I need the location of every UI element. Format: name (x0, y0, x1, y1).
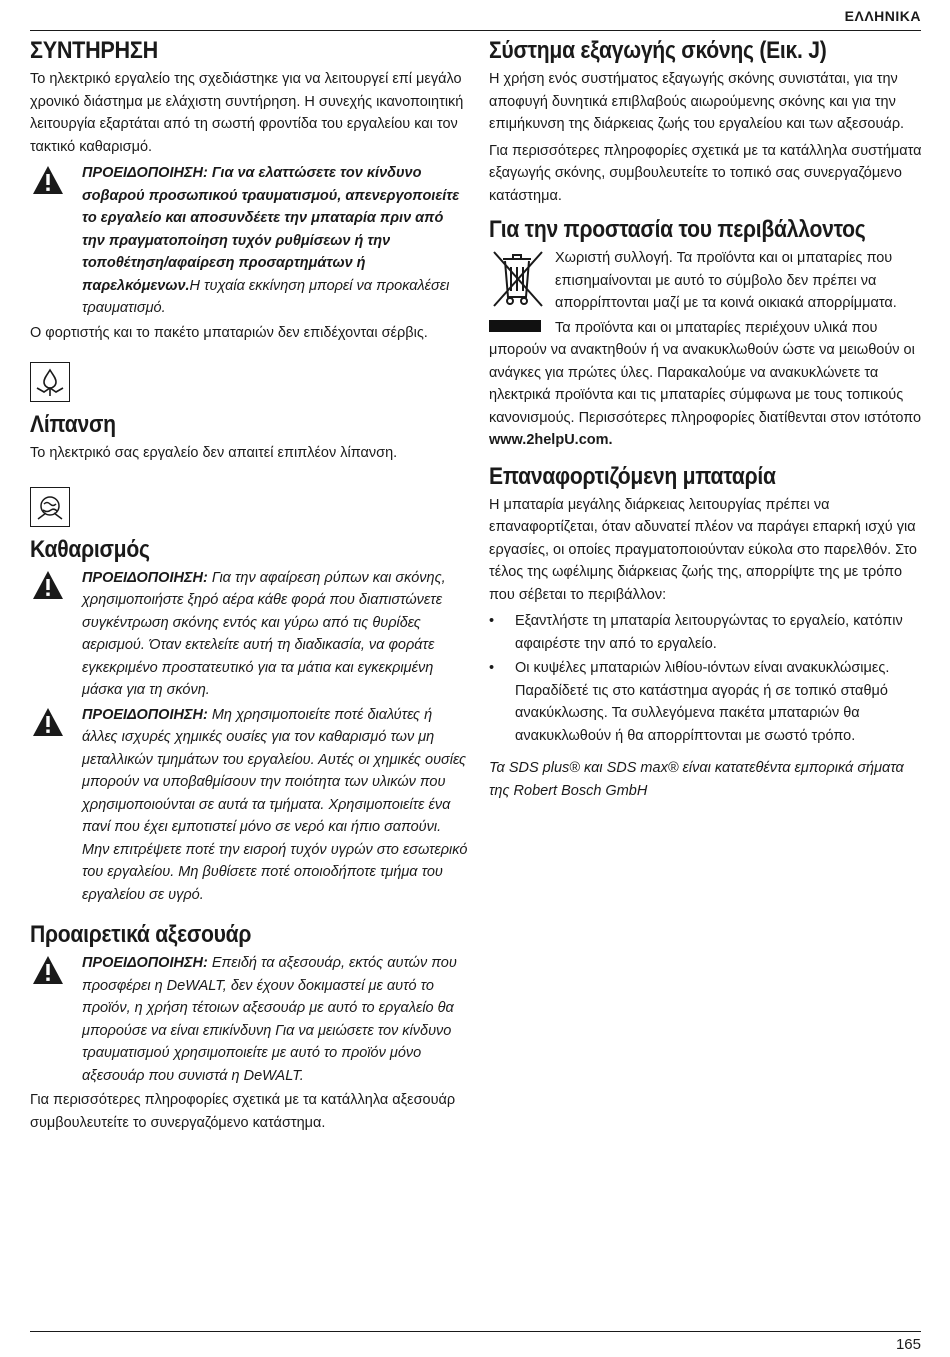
cleaning-warning-1-text: Για την αφαίρεση ρύπων και σκόνης, χρησιμοποιήστε ξηρό αέρα κάθε φορά που διαπιστώνετε συγκέντρωση σκόνης εντός και γύρω από τις θυρίδες αερισμού. Όταν εκτελείτε αυτή τη διαδικασία, να φοράτε εγκεκριμένο προστατευτικό για τα μάτια και εγκεκριμένη μάσκα για τη σκόνη. (82, 569, 446, 698)
dust-extraction-title: Σύστημα εξαγωγής σκόνης (Εικ. J) (489, 37, 827, 64)
left-column (30, 36, 470, 1134)
cleaning-warning-2-text: Μη χρησιμοποιείτε ποτέ διαλύτες ή άλλες ισχυρές χημικές ουσίες για τον καθαρισμό των μη μεταλλικών τμημάτων του εργαλείου. Αυτές οι χημικές ουσίες μπορούν να υποβαθμίσουν την ποιότητα των υλικών που χρησιμοποιούνται σε αυτά τα τμήματα. Χρησιμοποιείτε ένα πανί που έχει εμποτιστεί μόνο σε νερό και ήπιο σαπούνι. Μην επιτρέψετε ποτέ την εισροή τυχόν υγρών στο εσωτερικό του εργαλείου. Μη βυθίσετε ποτέ οποιοδήποτε τμήμα του εργαλείου σε υγρό. (82, 706, 468, 903)
header-rule (30, 30, 921, 31)
dust-extraction-p2: Για περισσότερες πληροφορίες σχετικά με τα κατάλληλα συστήματα εξαγωγής σκόνης, συμβουλευτείτε το τοπικό σας συνεργαζόμενο κατάστημα. (489, 142, 922, 204)
list-item: • Εξαντλήστε τη μπαταρία λειτουργώντας το εργαλείο, κατόπιν αφαιρέστε την από το εργαλείο. (489, 610, 923, 655)
battery-title: Επαναφορτιζόμενη μπαταρία (489, 462, 776, 490)
lubrication-symbol-icon (30, 362, 70, 402)
warning-triangle-icon (30, 162, 82, 200)
cleaning-warning-2 (30, 704, 470, 907)
battery-bullet-list (489, 610, 923, 747)
footer-rule (30, 1331, 921, 1332)
accessories-title: Προαιρετικά αξεσουάρ (30, 921, 252, 948)
accessories-warning (30, 952, 470, 1087)
list-item: • Οι κυψέλες μπαταριών λιθίου-ιόντων είναι ανακυκλώσιμες. Παραδίδετέ τις στο κατάστημα αγοράς ή σε τοπικό σταθμό ανακύκλωσης. Τα συλλεγόμενα πακέτα μπαταριών θα ανακυκλωθούν ή θα απορρίπτονται με σωστό τρόπο. (489, 657, 923, 747)
maintenance-note: Ο φορτιστής και το πακέτο μπαταριών δεν επιδέχονται σέρβις. (30, 324, 428, 341)
cleaning-symbol-icon (30, 487, 70, 527)
cleaning-warning-2-label: ΠΡΟΕΙΔΟΠΟΙΗΣΗ: (82, 706, 208, 723)
black-bar-symbol (489, 320, 541, 332)
cleaning-warning-1-label: ΠΡΟΕΙΔΟΠΟΙΗΣΗ: (82, 569, 208, 586)
accessories-warning-label: ΠΡΟΕΙΔΟΠΟΙΗΣΗ: (82, 955, 208, 971)
warning-triangle-icon (30, 567, 82, 605)
environment-p2 (489, 317, 923, 452)
lubrication-text: Το ηλεκτρικό σας εργαλείο δεν απαιτεί επιπλέον λίπανση. (30, 445, 398, 461)
maintenance-intro: Το ηλεκτρικό εργαλείο της σχεδιάστηκε για να λειτουργεί επί μεγάλο χρονικό διάστημα με ελάχιστη συντήρηση. Η συνεχής ικανοποιητική λειτουργία εξαρτάται από τη σωστή φροντίδα του εργαλείου και τον τακτικό καθαρισμό. (30, 71, 464, 155)
maintenance-warning (30, 162, 470, 320)
maintenance-warning-rest: Η τυχαία εκκίνηση μπορεί να προκαλέσει τραυματισμό. (82, 277, 450, 316)
separate-collection (489, 247, 923, 315)
trademark-note: Τα SDS plus® και SDS max® είναι κατατεθέντα εμπορικά σήματα της Robert Bosch GmbH (489, 760, 904, 799)
maintenance-title: ΣΥΝΤΗΡΗΣΗ (30, 37, 158, 64)
language-label: ΕΛΛΗΝΙΚΑ (844, 8, 921, 24)
environment-p1: Χωριστή συλλογή. Τα προϊόντα και οι μπαταρίες που επισημαίνονται με αυτό το σύμβολο δεν πρέπει να απορρίπτονται μαζί με τα κοινά οικιακά απορρίμματα. (555, 250, 897, 311)
environment-title: Για την προστασία του περιβάλλοντος (489, 216, 866, 243)
dust-extraction-p1: Η χρήση ενός συστήματος εξαγωγής σκόνης συνιστάται, για την αποφυγή δυνητικά επιβλαβούς αιωρούμενης σκόνης και για την επιμήκυνση της διάρκειας ζωής του εργαλείου και των αξεσουάρ. (489, 71, 905, 132)
right-column (489, 36, 923, 802)
lubrication-title: Λίπανση (30, 411, 116, 438)
maintenance-warning-bold: ΠΡΟΕΙΔΟΠΟΙΗΣΗ: Για να ελαττώσετε τον κίνδυνο σοβαρού προσωπικού τραυματισμού, απενεργοποιείτε το εργαλείο και αποσυνδέετε την μπαταρία πριν από την πραγματοποίηση τυχόν ρυθμίσεων ή την τοποθέτηση/αφαίρεση προσαρτημάτων ή παρελκόμενων. (82, 165, 460, 294)
page-number: 165 (895, 1336, 921, 1353)
environment-p2-text: Τα προϊόντα και οι μπαταρίες περιέχουν υλικά που μπορούν να ανακτηθούν ή να ανακυκλωθούν ώστε να μειωθούν οι ανάγκες για πρώτες ύλες. Παρακαλούμε να ανακυκλώνετε τα ηλεκτρικά προϊόντα και τις μπαταρίες σύμφωνα με τους τοπικούς κανονισμούς. Περισσότερες πληροφορίες διατίθενται στον ιστότοπο (489, 319, 922, 426)
cleaning-title: Καθαρισμός (30, 535, 150, 563)
warning-triangle-icon (30, 704, 82, 742)
accessories-warning-text: Επειδή τα αξεσουάρ, εκτός αυτών που προσφέρει η DeWALT, δεν έχουν δοκιμαστεί με αυτό το προϊόν, η χρήση τέτοιων αξεσουάρ με αυτό το εργαλείο θα μπορούσε να είναι επικίνδυνη Για να μειώσετε τον κίνδυνο τραυματισμού χρησιμοποιείτε με αυτό το προϊόν μόνο αξεσουάρ που συνιστά η DeWALT. (82, 955, 457, 1084)
cleaning-warning-1 (30, 567, 470, 702)
battery-intro: Η μπαταρία μεγάλης διάρκειας λειτουργίας πρέπει να επαναφορτίζεται, όταν αδυνατεί πλέον να παράγει επαρκή ισχύ για εργασίες, οι οποίες πραγματοποιούνταν εύκολα στο παρελθόν. Στο τέλος της ωφέλιμης διάρκειας ζωής της, απορρίψτε της με τρόπο που σέβεται το περιβάλλον: (489, 496, 917, 603)
website-link[interactable]: www.2helpU.com. (489, 432, 613, 448)
warning-triangle-icon (30, 952, 82, 990)
accessories-note: Για περισσότερες πληροφορίες σχετικά με τα κατάλληλα αξεσουάρ συμβουλευτείτε το συνεργαζόμενο κατάστημα. (30, 1092, 456, 1131)
crossed-bin-icon (489, 247, 555, 314)
